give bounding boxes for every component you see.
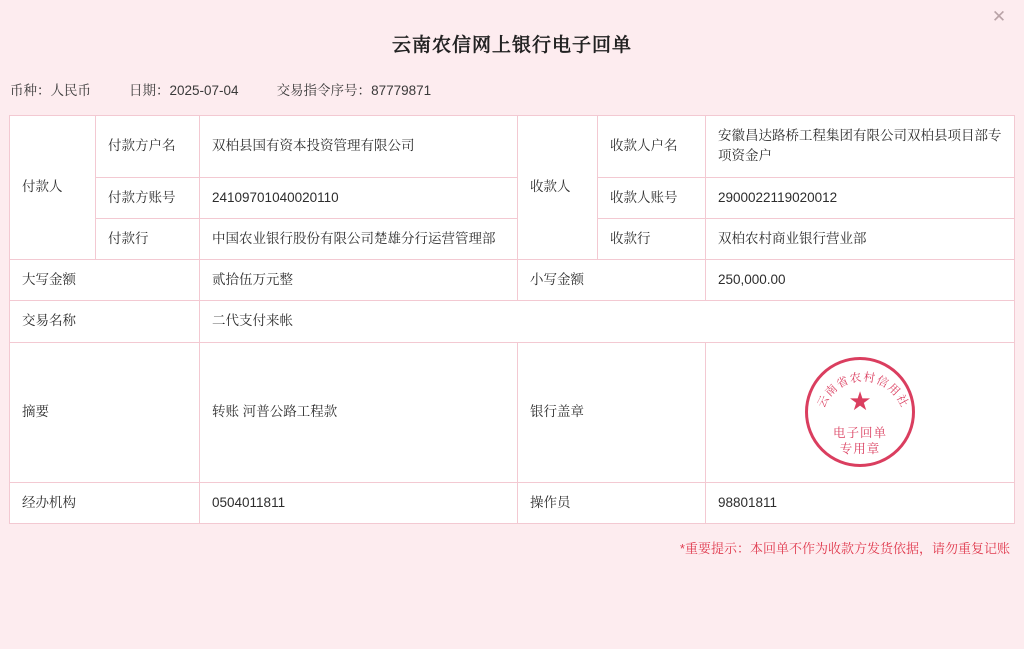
operator-label: 操作员: [518, 482, 706, 523]
payer-name-value: 双柏县国有资本投资管理有限公司: [200, 116, 518, 178]
table-row: [10, 482, 1015, 523]
payer-account-label: 付款方账号: [96, 177, 200, 218]
stamp-star-icon: ★: [848, 386, 872, 416]
org-label: 经办机构: [10, 482, 200, 523]
payee-name-value: 安徽昌达路桥工程集团有限公司双柏县项目部专项资金户: [706, 116, 1015, 178]
serial-value: 87779871: [371, 83, 432, 98]
serial-label: 交易指令序号：: [276, 83, 372, 98]
payer-bank-value: 中国农业银行股份有限公司楚雄分行运营管理部: [200, 218, 518, 259]
date-field: [129, 79, 239, 99]
org-value: 0504011811: [200, 482, 518, 523]
payee-account-value: 2900022119020012: [706, 177, 1015, 218]
payee-bank-label: 收款行: [598, 218, 706, 259]
operator-value: 98801811: [706, 482, 1015, 523]
notice-text: 本回单不作为收款方发货依据，请勿重复记账: [749, 540, 1010, 556]
payee-bank-value: 双柏农村商业银行营业部: [706, 218, 1015, 259]
table-row: [10, 218, 1015, 259]
notice-mark: *重要提示：: [679, 540, 750, 556]
payer-name-label: 付款方户名: [96, 116, 200, 178]
currency-value: 人民币: [50, 83, 91, 98]
table-row: [10, 301, 1015, 342]
table-row: [10, 342, 1015, 482]
payer-bank-label: 付款行: [96, 218, 200, 259]
summary-value: 转账 河普公路工程款: [200, 342, 518, 482]
payer-group-label: 付款人: [10, 116, 96, 260]
table-row: [10, 177, 1015, 218]
stamp-label: 银行盖章: [518, 342, 706, 482]
date-label: 日期：: [129, 83, 170, 98]
date-value: 2025-07-04: [169, 83, 239, 98]
footer-notice: [0, 524, 1024, 557]
payee-name-label: 收款人户名: [598, 116, 706, 178]
payee-group-label: 收款人: [518, 116, 598, 260]
table-row: [10, 260, 1015, 301]
meta-bar: [0, 57, 1024, 115]
amount-num-label: 小写金额: [518, 260, 706, 301]
currency-field: [10, 79, 91, 99]
summary-label: 摘要: [10, 342, 200, 482]
stamp-line-1: 电子回单: [832, 426, 887, 440]
serial-field: [277, 79, 432, 99]
amount-cn-label: 大写金额: [10, 260, 200, 301]
payer-account-value: 24109701040020110: [200, 177, 518, 218]
svg-text:云南省农村信用社: 云南省农村信用社: [815, 371, 911, 410]
page-title: 云南农信网上银行电子回单: [391, 35, 632, 56]
table-row: [10, 116, 1015, 178]
bank-stamp-icon: [805, 357, 915, 467]
trade-name-label: 交易名称: [10, 301, 200, 342]
trade-name-value: 二代支付来帐: [200, 301, 1015, 342]
payee-account-label: 收款人账号: [598, 177, 706, 218]
receipt-table: [9, 115, 1015, 524]
close-icon[interactable]: ✕: [991, 7, 1007, 26]
currency-label: 币种：: [10, 83, 51, 98]
stamp-line-2: 专用章: [839, 442, 881, 456]
bank-stamp-cell: [706, 342, 1015, 482]
amount-cn-value: 贰拾伍万元整: [200, 260, 518, 301]
amount-num-value: 250,000.00: [706, 260, 1015, 301]
